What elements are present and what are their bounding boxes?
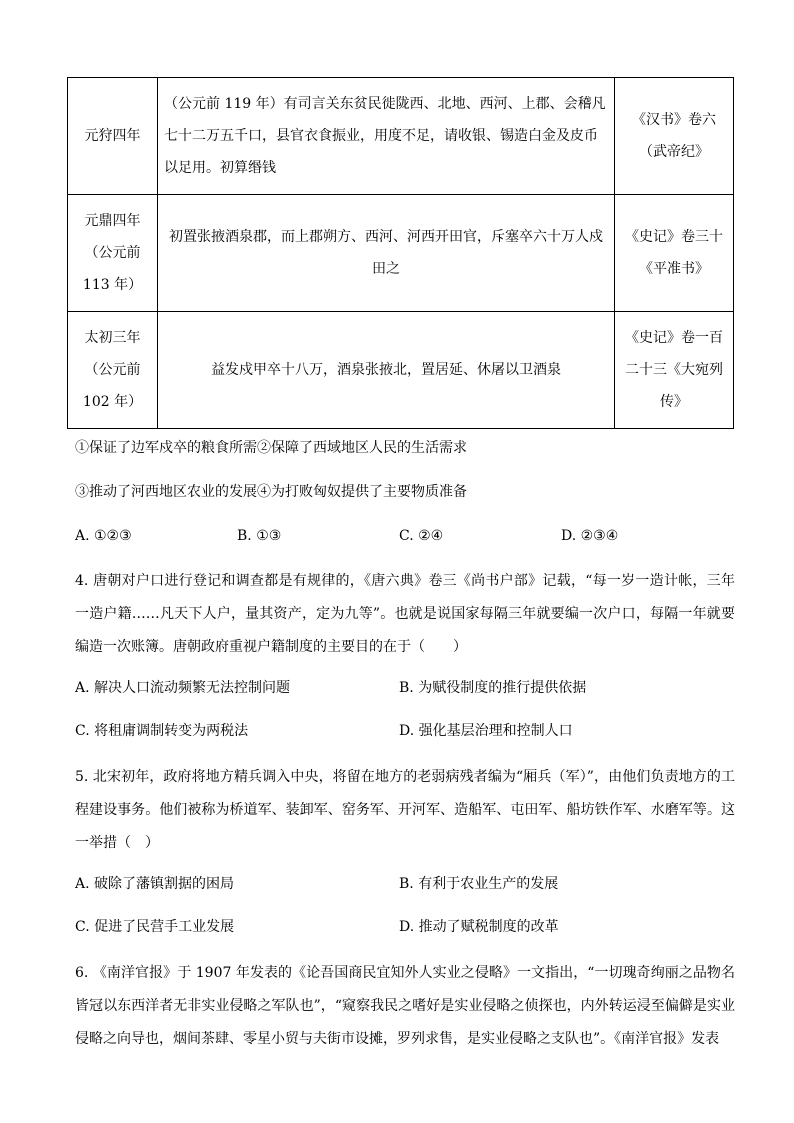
history-table (67, 77, 734, 429)
era-cell: 元狩四年 (68, 78, 158, 195)
table-row (68, 312, 734, 429)
q4-stem: 4. 唐朝对户口进行登记和调查都是有规律的，《唐六典》卷三《尚书户部》记载，“每一岁一造计帐，三年一造户籍……凡天下人户，量其资产，定为九等”。也就是说国家每隔三年就要编一次户口，每隔一年就要编造一次账簿。唐朝政府重视户籍制度的主要目的在于（ ） (75, 573, 735, 655)
table-row (68, 78, 734, 195)
q5-option-b[interactable]: B. 有利于农业生产的发展 (399, 876, 559, 892)
event-cell: （公元前 119 年）有司言关东贫民徙陇西、北地、西河、上郡、会稽凡七十二万五千口，县官衣食振业，用度不足，请收银、锡造白金及皮币以足用。初算缗钱 (158, 78, 615, 195)
event-cell: 初置张掖酒泉郡，而上郡朔方、西河、河西开田官，斥塞卒六十万人戍田之 (158, 195, 615, 312)
event-cell: 益发戍甲卒十八万，酒泉张掖北，置居延、休屠以卫酒泉 (158, 312, 615, 429)
q4-option-a[interactable]: A. 解决人口流动频繁无法控制问题 (75, 680, 291, 696)
q3-statement-1: ①保证了边军戍卒的粮食所需②保障了西域地区人民的生活需求 (75, 440, 467, 456)
q3-statement-2: ③推动了河西地区农业的发展④为打败匈奴提供了主要物质准备 (75, 484, 467, 500)
era-cell: 元鼎四年（公元前 113 年） (68, 195, 158, 312)
q5-option-a[interactable]: A. 破除了藩镇割据的困局 (75, 876, 235, 892)
q3-option-d[interactable]: D. ②③④ (561, 528, 619, 544)
q3-option-c[interactable]: C. ②④ (399, 528, 444, 544)
q3-option-b[interactable]: B. ①③ (237, 528, 282, 544)
q5-option-c[interactable]: C. 促进了民营手工业发展 (75, 919, 235, 935)
table-row (68, 195, 734, 312)
era-cell: 太初三年（公元前 102 年） (68, 312, 158, 429)
q6-stem: 6. 《南洋官报》于 1907 年发表的《论吾国商民宜知外人实业之侵略》一文指出，“一切瑰奇绚丽之品物名皆冠以东西洋者无非实业侵略之军队也”，“窥察我民之嗜好是实业侵略之侦探也，内外转运浸至偏僻是实业侵略之向导也，烟间茶肆、零星小贸与夫街市设摊，罗列求售，是实业侵略之支队也”。《南洋官报》发表 (75, 965, 735, 1047)
q5-stem: 5. 北宋初年，政府将地方精兵调入中央，将留在地方的老弱病残者编为“厢兵（军）”，由他们负责地方的工程建设事务。他们被称为桥道军、装卸军、窑务军、开河军、造船军、屯田军、船坊铁作军、水磨军等。这一举措（ ） (75, 769, 735, 851)
source-cell: 《史记》卷三十《平准书》 (615, 195, 734, 312)
q4-option-c[interactable]: C. 将租庸调制转变为两税法 (75, 723, 249, 739)
q5-option-d[interactable]: D. 推动了赋税制度的改革 (399, 919, 559, 935)
source-cell: 《汉书》卷六（武帝纪》 (615, 78, 734, 195)
q4-option-d[interactable]: D. 强化基层治理和控制人口 (399, 723, 573, 739)
q3-option-a[interactable]: A. ①②③ (75, 528, 132, 544)
source-cell: 《史记》卷一百二十三《大宛列传》 (615, 312, 734, 429)
q4-option-b[interactable]: B. 为赋役制度的推行提供依据 (399, 680, 587, 696)
